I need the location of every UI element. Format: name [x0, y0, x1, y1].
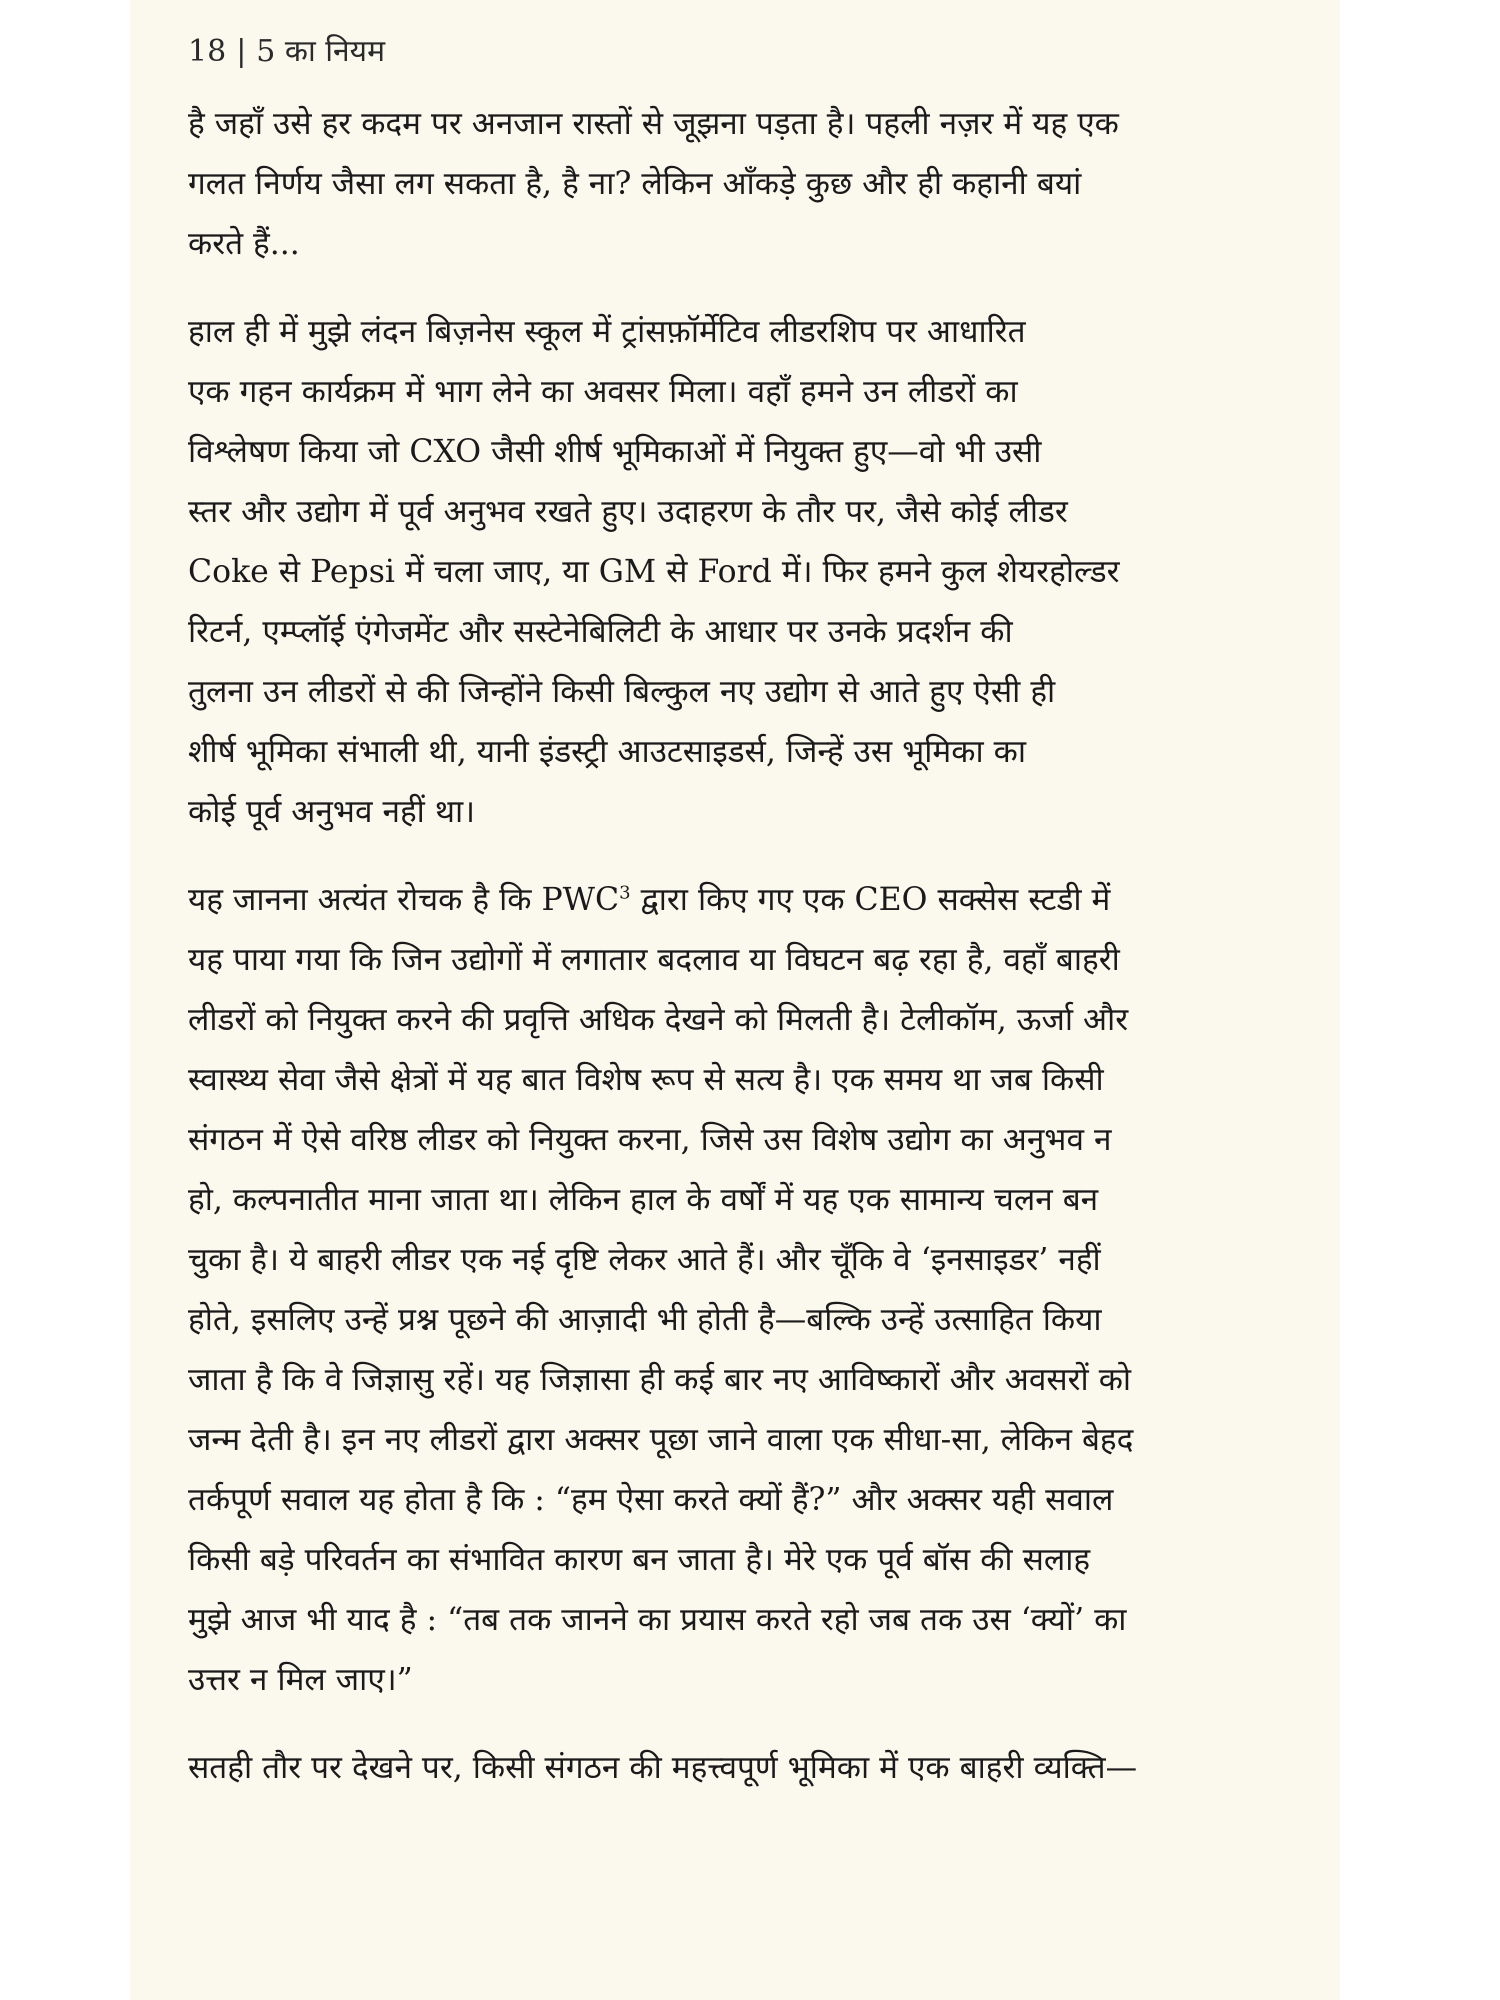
running-header — [188, 30, 1310, 74]
paragraph-4 — [188, 1738, 1310, 1798]
text-line: शीर्ष भूमिका संभाली थी, यानी इंडस्ट्री आउटसाइडर्स, जिन्हें उस भूमिका का — [188, 734, 1026, 770]
text-line: Coke से Pepsi में चला जाए, या GM से Ford में। फिर हमने कुल शेयरहोल्डर — [188, 554, 1120, 590]
paragraph-2 — [188, 302, 1310, 842]
text-line: चुका है। ये बाहरी लीडर एक नई दृष्टि लेकर आते हैं। और चूँकि वे ‘इनसाइडर’ नहीं — [188, 1242, 1101, 1278]
text-line: स्वास्थ्य सेवा जैसे क्षेत्रों में यह बात विशेष रूप से सत्य है। एक समय था जब किसी — [188, 1062, 1104, 1098]
text-line: जन्म देती है। इन नए लीडरों द्वारा अक्सर पूछा जाने वाला एक सीधा-सा, लेकिन बेहद — [188, 1422, 1134, 1458]
text-line: गलत निर्णय जैसा लग सकता है, है ना? लेकिन आँकड़े कुछ और ही कहानी बयां — [188, 166, 1082, 202]
text-line: लीडरों को नियुक्त करने की प्रवृत्ति अधिक देखने को मिलती है। टेलीकॉम, ऊर्जा और — [188, 1002, 1129, 1038]
text-line: हो, कल्पनातीत माना जाता था। लेकिन हाल के वर्षों में यह एक सामान्य चलन बन — [188, 1182, 1099, 1218]
paragraph-1 — [188, 94, 1310, 274]
text-line: उत्तर न मिल जाए।” — [188, 1662, 413, 1698]
text-line: तुलना उन लीडरों से की जिन्होंने किसी बिल्कुल नए उद्योग से आते हुए ऐसी ही — [188, 674, 1056, 710]
paragraph-3 — [188, 870, 1310, 1710]
page-number: 18 — [188, 34, 227, 69]
text-line: जाता है कि वे जिज्ञासु रहें। यह जिज्ञासा ही कई बार नए आविष्कारों और अवसरों को — [188, 1362, 1132, 1398]
text-line: है जहाँ उसे हर कदम पर अनजान रास्तों से जूझना पड़ता है। पहली नज़र में यह एक — [188, 106, 1119, 142]
header-separator: | — [236, 34, 247, 69]
text-line: संगठन में ऐसे वरिष्ठ लीडर को नियुक्त करना, जिसे उस विशेष उद्योग का अनुभव न — [188, 1122, 1112, 1158]
text-line: करते हैं... — [188, 226, 300, 262]
text-line: यह पाया गया कि जिन उद्योगों में लगातार बदलाव या विघटन बढ़ रहा है, वहाँ बाहरी — [188, 942, 1120, 978]
line-text: द्वारा किए गए एक CEO सक्सेस स्टडी में — [630, 882, 1111, 918]
text-line: मुझे आज भी याद है : “तब तक जानने का प्रयास करते रहो जब तक उस ‘क्यों’ का — [188, 1602, 1127, 1638]
chapter-title: 5 का नियम — [256, 34, 386, 69]
book-page — [130, 0, 1340, 2000]
text-line: स्तर और उद्योग में पूर्व अनुभव रखते हुए। उदाहरण के तौर पर, जैसे कोई लीडर — [188, 494, 1068, 530]
text-line: एक गहन कार्यक्रम में भाग लेने का अवसर मिला। वहाँ हमने उन लीडरों का — [188, 374, 1018, 410]
text-line: कोई पूर्व अनुभव नहीं था। — [188, 794, 476, 830]
text-line: हाल ही में मुझे लंदन बिज़नेस स्कूल में ट्रांसफ़ॉर्मेटिव लीडरशिप पर आधारित — [188, 314, 1026, 350]
text-line: विश्लेषण किया जो CXO जैसी शीर्ष भूमिकाओं में नियुक्त हुए—वो भी उसी — [188, 434, 1042, 470]
footnote-reference: 3 — [619, 882, 631, 904]
text-line — [188, 870, 1310, 930]
text-line: तर्कपूर्ण सवाल यह होता है कि : “हम ऐसा करते क्यों हैं?” और अक्सर यही सवाल — [188, 1482, 1114, 1518]
text-line: किसी बड़े परिवर्तन का संभावित कारण बन जाता है। मेरे एक पूर्व बॉस की सलाह — [188, 1542, 1091, 1578]
text-line: होते, इसलिए उन्हें प्रश्न पूछने की आज़ादी भी होती है—बल्कि उन्हें उत्साहित किया — [188, 1302, 1102, 1338]
text-line: रिटर्न, एम्प्लॉई एंगेजमेंट और सस्टेनेबिलिटी के आधार पर उनके प्रदर्शन की — [188, 614, 1013, 650]
line-text: यह जानना अत्यंत रोचक है कि PWC — [188, 882, 620, 918]
text-line: सतही तौर पर देखने पर, किसी संगठन की महत्त्वपूर्ण भूमिका में एक बाहरी व्यक्ति— — [188, 1750, 1138, 1786]
